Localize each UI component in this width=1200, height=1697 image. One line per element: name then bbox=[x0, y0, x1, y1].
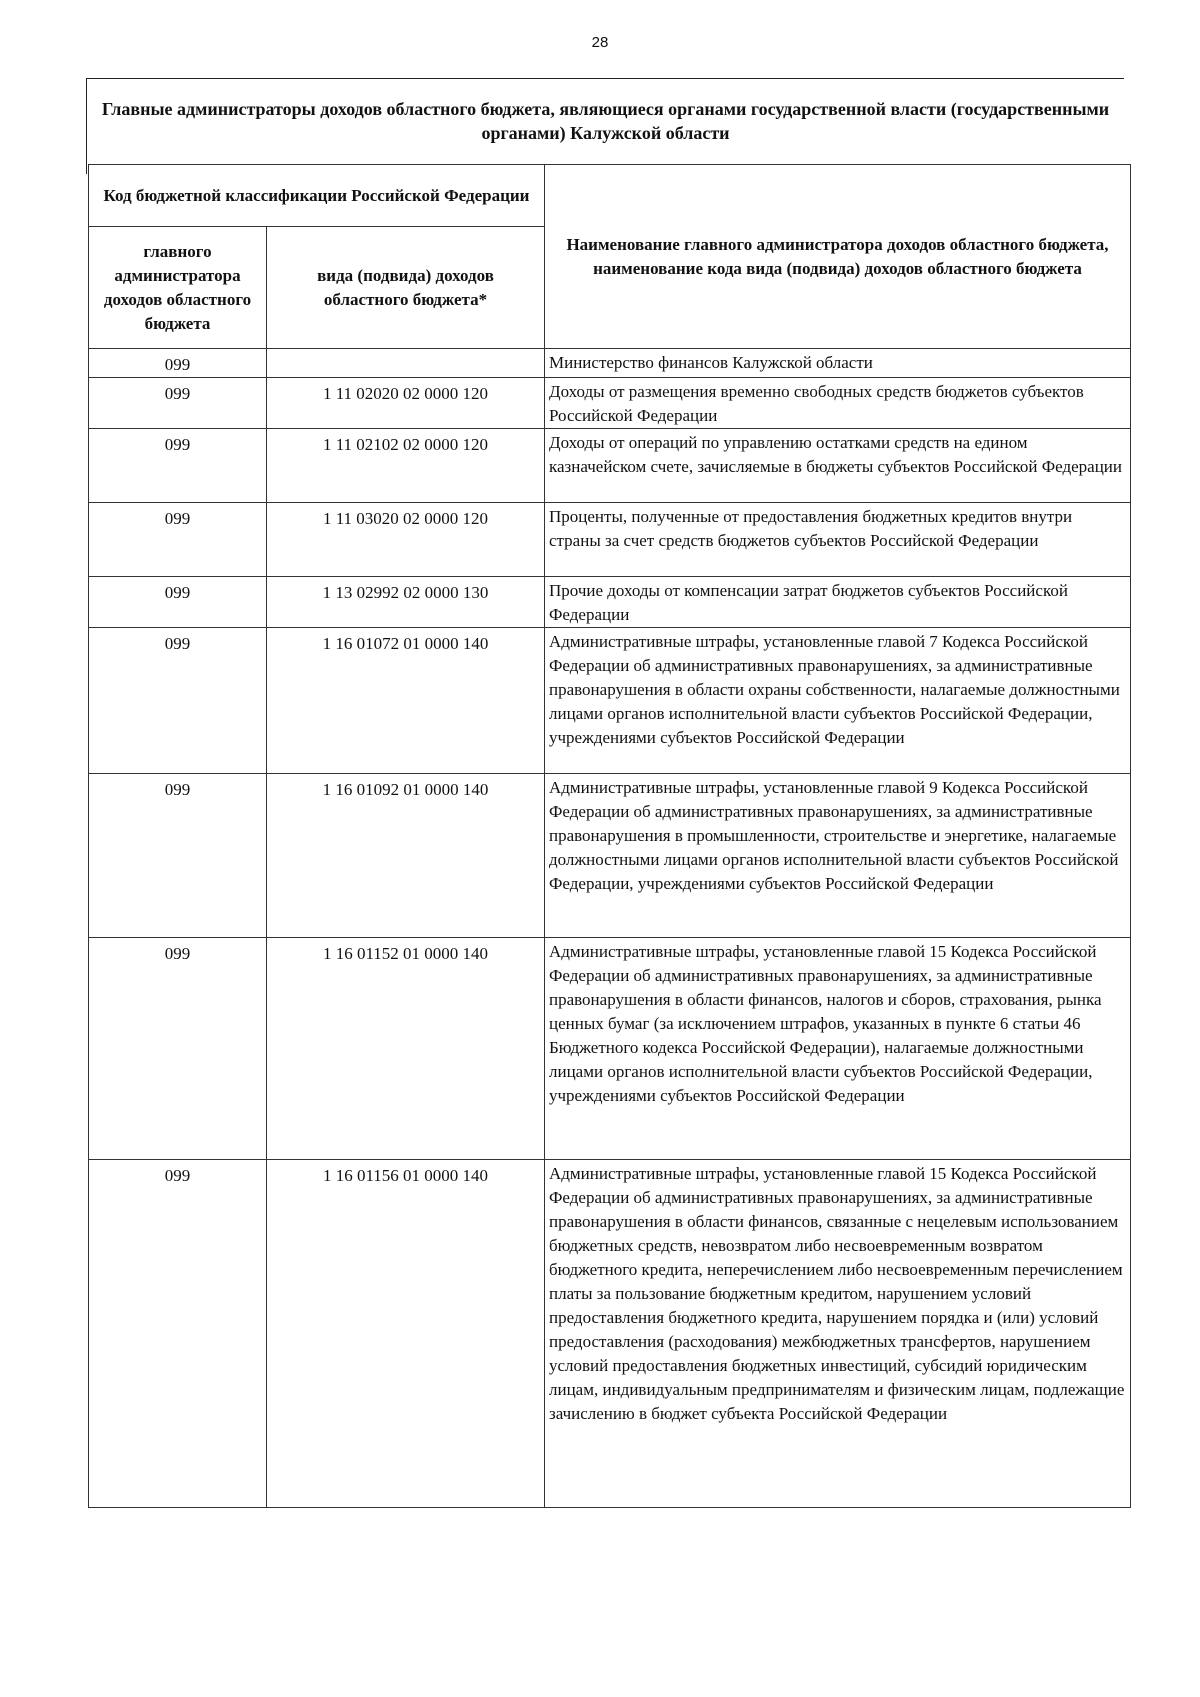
income-code-cell: 1 11 02102 02 0000 120 bbox=[267, 429, 545, 503]
header-admin-code: главного администратора доходов областного бюджета bbox=[89, 227, 267, 349]
admin-code-cell: 099 bbox=[89, 774, 267, 938]
income-name-cell: Административные штрафы, установленные главой 15 Кодекса Российской Федерации об административных правонарушениях, за административные правонарушения в области финансов, налогов и сборов, страхования, рынка ценных бумаг (за исключением штрафов, указанных в пункте 6 статьи 46 Бюджетного кодекса Российской Федерации), налагаемые должностными лицами органов исполнительной власти субъектов Российской Федерации, учреждениями субъектов Российской Федерации bbox=[545, 938, 1131, 1160]
income-code-cell: 1 16 01092 01 0000 140 bbox=[267, 774, 545, 938]
admin-code-cell: 099 bbox=[89, 577, 267, 628]
table-row bbox=[89, 503, 1131, 577]
table-row bbox=[89, 429, 1131, 503]
income-name-cell: Доходы от размещения временно свободных средств бюджетов субъектов Российской Федерации bbox=[545, 378, 1131, 429]
table-row bbox=[89, 349, 1131, 378]
income-code-cell: 1 16 01156 01 0000 140 bbox=[267, 1160, 545, 1508]
table-header bbox=[89, 165, 1131, 349]
income-code-cell: 1 16 01152 01 0000 140 bbox=[267, 938, 545, 1160]
table-row bbox=[89, 938, 1131, 1160]
admin-code-cell: 099 bbox=[89, 378, 267, 429]
income-name-cell: Проценты, полученные от предоставления бюджетных кредитов внутри страны за счет средств бюджетов субъектов Российской Федерации bbox=[545, 503, 1131, 577]
title-box bbox=[86, 78, 1124, 174]
income-name-cell: Административные штрафы, установленные главой 7 Кодекса Российской Федерации об административных правонарушениях, за административные правонарушения в области охраны собственности, налагаемые должностными лицами органов исполнительной власти субъектов Российской Федерации, учреждениями субъектов Российской Федерации bbox=[545, 628, 1131, 774]
admin-code-cell: 099 bbox=[89, 349, 267, 378]
income-code-cell: 1 16 01072 01 0000 140 bbox=[267, 628, 545, 774]
income-code-cell: 1 11 02020 02 0000 120 bbox=[267, 378, 545, 429]
table-row bbox=[89, 577, 1131, 628]
table-row bbox=[89, 1160, 1131, 1508]
income-code-cell: 1 11 03020 02 0000 120 bbox=[267, 503, 545, 577]
table-row bbox=[89, 774, 1131, 938]
page-title: Главные администраторы доходов областного бюджета, являющиеся органами государственной власти (государственными органами) Калужской области bbox=[101, 99, 1110, 143]
admin-code-cell: 099 bbox=[89, 429, 267, 503]
income-name-cell: Административные штрафы, установленные главой 15 Кодекса Российской Федерации об административных правонарушениях, за административные правонарушения в области финансов, связанные с нецелевым использованием бюджетных средств, невозвратом либо несвоевременным возвратом бюджетного кредита, неперечислением либо несвоевременным перечислением платы за пользование бюджетным кредитом, нарушением условий предоставления бюджетного кредита, нарушением порядка и (или) условий предоставления (расходования) межбюджетных трансфертов, нарушением условий предоставления бюджетных инвестиций, субсидий юридическим лицам, индивидуальным предпринимателям и физическим лицам, подлежащие зачислению в бюджет субъекта Российской Федерации bbox=[545, 1160, 1131, 1508]
income-name-cell: Прочие доходы от компенсации затрат бюджетов субъектов Российской Федерации bbox=[545, 577, 1131, 628]
income-code-cell: 1 13 02992 02 0000 130 bbox=[267, 577, 545, 628]
table-body bbox=[89, 349, 1131, 1508]
income-name-cell: Доходы от операций по управлению остатками средств на едином казначейском счете, зачисляемые в бюджеты субъектов Российской Федерации bbox=[545, 429, 1131, 503]
table-row bbox=[89, 378, 1131, 429]
admin-code-cell: 099 bbox=[89, 1160, 267, 1508]
income-name-cell: Министерство финансов Калужской области bbox=[545, 349, 1131, 378]
admin-code-cell: 099 bbox=[89, 938, 267, 1160]
income-administrators-table bbox=[88, 164, 1131, 1508]
header-classification-code: Код бюджетной классификации Российской Федерации bbox=[89, 165, 545, 227]
header-income-type-code: вида (подвида) доходов областного бюджета* bbox=[267, 227, 545, 349]
header-name: Наименование главного администратора доходов областного бюджета, наименование кода вида (подвида) доходов областного бюджета bbox=[545, 165, 1131, 349]
admin-code-cell: 099 bbox=[89, 628, 267, 774]
table-row bbox=[89, 628, 1131, 774]
income-code-cell bbox=[267, 349, 545, 378]
income-name-cell: Административные штрафы, установленные главой 9 Кодекса Российской Федерации об административных правонарушениях, за административные правонарушения в промышленности, строительстве и энергетике, налагаемые должностными лицами органов исполнительной власти субъектов Российской Федерации, учреждениями субъектов Российской Федерации bbox=[545, 774, 1131, 938]
admin-code-cell: 099 bbox=[89, 503, 267, 577]
page-number: 28 bbox=[591, 34, 609, 51]
